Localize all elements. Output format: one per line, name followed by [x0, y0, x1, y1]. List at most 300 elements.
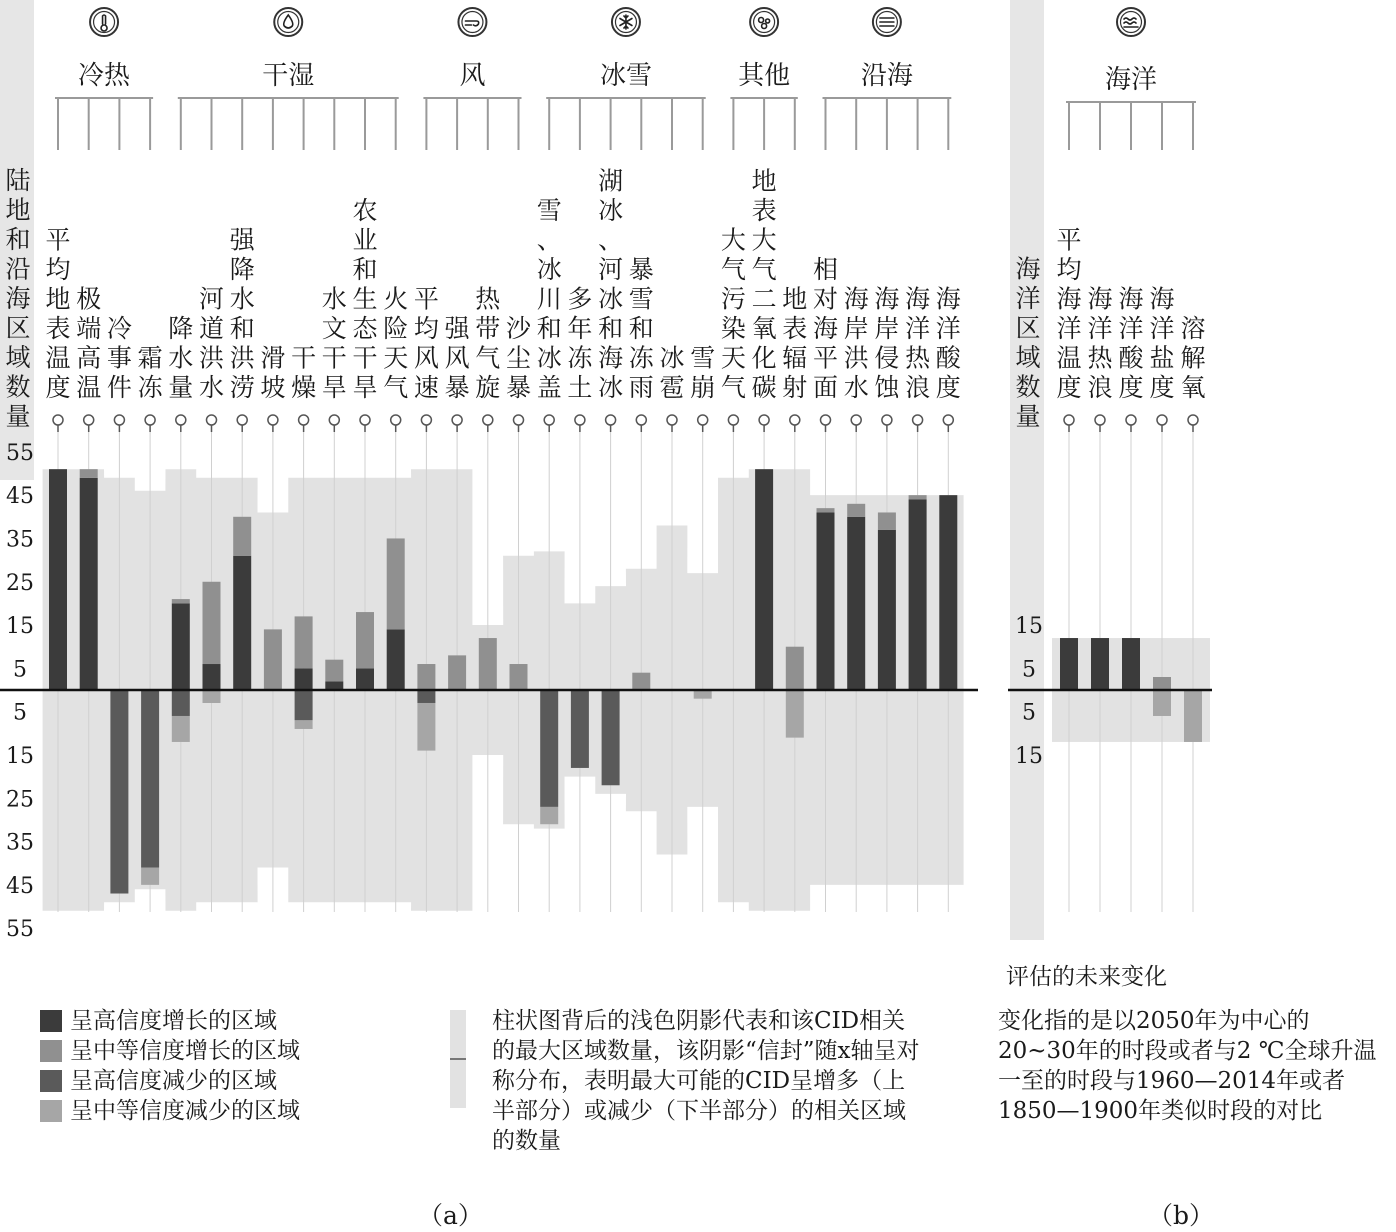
ocean-category-label: 溶: [1180, 314, 1206, 343]
legend-swatch: [40, 1010, 62, 1032]
category-label: 速: [413, 373, 439, 402]
category-marker: [698, 415, 708, 425]
bar-high-increase: [49, 469, 67, 690]
ocean-category-label: 均: [1056, 255, 1082, 284]
category-label: 冰: [536, 255, 562, 284]
category-label: 干: [352, 343, 378, 373]
y-tick-label: 15: [6, 614, 34, 640]
bar-medium-increase: [786, 647, 804, 690]
bar-medium-increase: [295, 616, 313, 668]
y-axis-title: 陆: [5, 166, 31, 195]
bar-medium-increase: [325, 660, 343, 682]
category-marker: [483, 415, 493, 425]
category-label: 坡: [260, 373, 286, 402]
y-tick-label: 35: [6, 527, 34, 553]
category-label: 河: [198, 284, 225, 314]
category-label: 度: [45, 373, 71, 402]
other-icon: [750, 8, 778, 36]
category-label: 海: [905, 284, 931, 314]
category-label: 件: [106, 373, 132, 402]
category-label: 和: [229, 314, 255, 343]
category-marker: [207, 415, 217, 425]
category-label: 降: [229, 255, 255, 284]
group-label: 其他: [738, 61, 791, 91]
ocean-category-label: 平: [1056, 225, 1082, 255]
category-label: 旱: [352, 373, 378, 402]
bar-medium-increase: [264, 629, 282, 690]
ocean-category-label: 热: [1087, 343, 1113, 373]
bar-high-increase: [172, 603, 190, 690]
category-marker: [237, 415, 247, 425]
legend-label: 呈高信度增长的区域: [70, 1008, 277, 1034]
category-marker: [299, 415, 309, 425]
ocean-category-label: 酸: [1118, 343, 1144, 373]
category-label: 表: [45, 314, 71, 343]
bar-medium-decrease: [417, 703, 435, 751]
category-label: 热: [905, 343, 931, 373]
category-marker: [452, 415, 462, 425]
category-label: 气: [475, 343, 501, 373]
category-label: 水: [229, 284, 255, 314]
category-label: 天: [383, 343, 409, 373]
category-label: 强: [444, 314, 470, 343]
bar-high-increase: [847, 517, 865, 690]
category-marker: [360, 415, 370, 425]
ocean-category-marker: [1157, 415, 1167, 425]
droplet-icon: [274, 8, 302, 36]
category-marker: [145, 415, 155, 425]
bar-medium-increase: [510, 664, 528, 690]
category-label: 射: [782, 373, 808, 402]
category-marker: [667, 415, 677, 425]
category-label: 态: [352, 314, 378, 343]
y-tick-label: 25: [6, 787, 34, 813]
legend-swatch: [40, 1040, 62, 1062]
category-label: 气: [383, 373, 409, 402]
category-label: 川: [536, 284, 562, 314]
ocean-bar-medium-increase: [1153, 677, 1171, 690]
category-label: 生: [352, 284, 378, 314]
ocean-y-tick-label: 15: [1015, 743, 1043, 769]
category-label: 雹: [659, 373, 685, 402]
bar-medium-increase: [817, 508, 835, 512]
bar-medium-increase: [448, 655, 466, 690]
category-label: 降: [168, 314, 194, 343]
category-label: 冰: [598, 284, 624, 314]
legend-item-high-decrease: [40, 1066, 300, 1096]
ocean-category-marker: [1188, 415, 1198, 425]
category-label: 洪: [229, 343, 255, 373]
group-label: 干湿: [262, 61, 315, 91]
category-label: 相: [812, 255, 839, 284]
ocean-category-label: 温: [1056, 343, 1082, 373]
category-label: 风: [413, 343, 439, 373]
group-label: 沿海: [860, 61, 913, 91]
category-label: 暴: [444, 373, 470, 402]
bar-high-increase: [909, 499, 927, 690]
category-label: 平: [812, 343, 839, 373]
category-label: 火: [383, 284, 409, 314]
ocean-category-label: 洋: [1149, 314, 1175, 343]
category-label: 对: [812, 284, 839, 314]
category-marker: [759, 415, 769, 425]
legend-label: 呈中等信度增长的区域: [70, 1038, 300, 1064]
y-tick-label: 45: [6, 873, 34, 899]
category-label: 冻: [567, 343, 593, 373]
ocean-y-tick-label: 5: [1022, 657, 1036, 683]
bar-high-increase: [878, 530, 896, 690]
category-label: 地: [751, 166, 777, 196]
category-label: 污: [720, 284, 746, 314]
y-axis-title: 域: [5, 343, 31, 372]
ocean-category-label: 洋: [1118, 314, 1144, 343]
ocean-y-axis-title: 数: [1015, 372, 1041, 402]
category-label: 侵: [874, 343, 900, 373]
category-label: 洪: [843, 343, 869, 373]
bar-high-decrease: [295, 690, 313, 720]
ocean-y-axis-title: 量: [1015, 402, 1041, 431]
category-marker: [391, 415, 401, 425]
y-axis-title: 数: [5, 372, 31, 402]
category-label: 大: [720, 225, 746, 255]
bar-medium-increase: [356, 612, 374, 668]
bar-medium-decrease: [141, 868, 159, 885]
category-label: 事: [106, 343, 132, 373]
bar-high-increase: [295, 668, 313, 690]
category-label: 岸: [843, 314, 869, 343]
ocean-y-title-band: [1010, 0, 1044, 940]
ocean-bar-medium-decrease: [1184, 690, 1202, 742]
bar-medium-decrease: [786, 690, 804, 738]
category-marker: [514, 415, 524, 425]
category-label: 尘: [505, 343, 532, 373]
category-label: 表: [782, 314, 808, 343]
category-marker: [53, 415, 63, 425]
ocean-category-label: 洋: [1056, 314, 1082, 343]
category-label: 霜: [137, 343, 163, 373]
category-label: 蚀: [874, 373, 900, 402]
category-label: 冰: [536, 343, 562, 373]
ocean-bar-high-increase: [1060, 638, 1078, 690]
panel-b-caption: （b）: [1148, 1201, 1215, 1230]
envelope-legend-swatch: [450, 1010, 466, 1108]
category-label: 化: [751, 343, 777, 373]
category-label: 暴: [628, 255, 654, 284]
bar-high-decrease: [602, 690, 620, 785]
bar-medium-increase: [417, 664, 435, 690]
bar-high-decrease: [417, 690, 435, 703]
category-label: 端: [76, 314, 102, 343]
panel-a-caption: （a）: [418, 1201, 483, 1230]
icon-layer: [90, 8, 1145, 36]
y-axis-title: 量: [5, 402, 31, 431]
category-label: 冷: [106, 314, 132, 343]
category-label: 、: [536, 225, 562, 255]
category-label: 风: [444, 343, 470, 373]
category-label: 雨: [628, 373, 654, 402]
category-label: 道: [198, 314, 225, 343]
category-label: 岸: [874, 314, 900, 343]
bar-high-increase: [203, 664, 221, 690]
y-tick-label: 55: [6, 917, 34, 943]
y-tick-label: 45: [6, 484, 34, 510]
future-note-body: 变化指的是以2050年为中心的20~30年的时段或者与2 ℃全球升温一至的时段与1960—2014年或者1850—1900年类似时段的对比: [998, 1008, 1377, 1124]
bar-medium-increase: [80, 469, 98, 478]
category-label: 度: [935, 373, 961, 402]
category-label: 酸: [935, 343, 961, 373]
category-label: 滑: [260, 343, 286, 373]
category-label: 湖: [598, 166, 624, 196]
bar-medium-increase: [909, 495, 927, 499]
category-label: 温: [45, 343, 71, 373]
bar-high-increase: [817, 512, 835, 690]
legend-swatch: [40, 1100, 62, 1122]
category-label: 地: [782, 284, 808, 314]
ocean-bar-medium-decrease: [1153, 690, 1171, 716]
ocean-y-axis-title: 域: [1015, 343, 1041, 372]
category-label: 河: [598, 255, 624, 284]
category-marker: [636, 415, 646, 425]
category-label: 海: [598, 343, 624, 373]
category-label: 年: [567, 314, 593, 343]
ocean-category-label: 海: [1087, 284, 1113, 314]
bar-medium-increase: [203, 582, 221, 664]
ocean-category-label: 洋: [1087, 314, 1113, 343]
ocean-category-label: 浪: [1087, 373, 1113, 402]
waves-icon: [873, 8, 901, 36]
ocean-category-label: 海: [1056, 284, 1082, 314]
ocean-y-tick-label: 15: [1015, 614, 1043, 640]
bar-high-increase: [939, 495, 957, 690]
category-label: 水: [198, 373, 225, 402]
category-label: 地: [45, 284, 71, 314]
category-label: 和: [352, 255, 378, 284]
category-label: 天: [720, 343, 746, 373]
category-label: 平: [45, 225, 71, 255]
bar-medium-increase: [479, 638, 497, 690]
category-label: 和: [536, 314, 562, 343]
category-label: 极: [76, 284, 102, 314]
category-label: 表: [751, 196, 777, 225]
category-label: 冰: [598, 196, 624, 225]
y-axis-title: 和: [5, 225, 31, 254]
category-label: 冰: [659, 343, 685, 373]
category-label: 农: [352, 196, 378, 225]
bar-high-decrease: [172, 690, 190, 716]
bar-high-decrease: [571, 690, 589, 768]
category-label: 洋: [905, 314, 931, 343]
category-label: 涝: [229, 373, 255, 402]
category-label: 染: [720, 314, 746, 343]
y-axis-title: 区: [5, 313, 31, 343]
category-label: 和: [598, 314, 624, 343]
y-tick-label: 15: [6, 743, 34, 769]
bar-medium-decrease: [295, 720, 313, 729]
envelope-note: 柱状图背后的浅色阴影代表和该CID相关的最大区域数量，该阴影“信封”随x轴呈对称分布，表明最大可能的CID呈增多（上半部分）或减少（下半部分）的相关区域的数量: [492, 1008, 920, 1154]
ocean-category-marker: [1095, 415, 1105, 425]
bar-high-decrease: [110, 690, 128, 894]
ocean-category-marker: [1126, 415, 1136, 425]
category-label: 辐: [782, 343, 808, 373]
category-label: 水: [843, 373, 869, 402]
legend-label: 呈中等信度减少的区域: [70, 1098, 300, 1124]
category-label: 旱: [321, 373, 347, 402]
category-label: 海: [874, 284, 900, 314]
ocean-icon: [1117, 8, 1145, 36]
category-label: 崩: [690, 373, 716, 402]
category-label: 文: [321, 314, 347, 343]
category-label: 温: [76, 373, 102, 402]
legend-label: 呈高信度减少的区域: [70, 1068, 277, 1094]
y-tick-label: 5: [13, 657, 27, 683]
category-label: 强: [229, 225, 255, 255]
category-marker: [728, 415, 738, 425]
group-label: 冰雪: [599, 61, 652, 91]
ocean-y-tick-label: 5: [1022, 700, 1036, 726]
category-label: 冻: [137, 373, 163, 402]
bar-medium-decrease: [540, 807, 558, 824]
category-label: 洪: [198, 343, 225, 373]
category-label: 业: [352, 225, 378, 255]
category-marker: [268, 415, 278, 425]
ocean-bar-high-increase: [1122, 638, 1140, 690]
ocean-category-label: 氧: [1180, 373, 1206, 402]
category-label: 干: [321, 343, 347, 373]
ocean-category-label: 度: [1118, 373, 1144, 402]
category-marker: [329, 415, 339, 425]
category-label: 气: [720, 255, 746, 284]
ocean-category-label: 海: [1118, 284, 1144, 314]
category-label: 海: [812, 314, 839, 343]
category-marker: [913, 415, 923, 425]
category-marker: [606, 415, 616, 425]
bar-high-increase: [325, 681, 343, 690]
category-label: 干: [291, 343, 317, 373]
category-marker: [176, 415, 186, 425]
category-marker: [851, 415, 861, 425]
category-label: 水: [168, 343, 194, 373]
category-marker: [114, 415, 124, 425]
category-label: 燥: [291, 373, 317, 402]
y-axis-title: 地: [5, 195, 31, 225]
category-label: 浪: [905, 373, 931, 402]
bar-high-decrease: [141, 690, 159, 868]
category-marker: [790, 415, 800, 425]
y-axis-title: 海: [5, 284, 31, 313]
ocean-category-label: 盐: [1149, 343, 1175, 373]
category-marker: [421, 415, 431, 425]
category-label: 热: [475, 284, 501, 314]
category-label: 海: [843, 284, 869, 314]
category-label: 旋: [475, 373, 501, 402]
category-marker: [544, 415, 554, 425]
group-label: 冷热: [78, 61, 131, 91]
category-label: 土: [567, 373, 593, 402]
category-label: 碳: [751, 373, 777, 402]
category-label: 暴: [505, 373, 532, 402]
ocean-category-marker: [1064, 415, 1074, 425]
category-label: 均: [45, 255, 71, 284]
bar-high-increase: [755, 469, 773, 690]
category-marker: [943, 415, 953, 425]
legend-swatch: [40, 1070, 62, 1092]
ocean-category-label: 度: [1056, 373, 1082, 402]
category-label: 雪: [536, 196, 562, 225]
ocean-category-label: 度: [1149, 373, 1175, 402]
category-label: 、: [598, 225, 624, 255]
category-label: 雪: [690, 343, 716, 373]
bar-medium-increase: [847, 504, 865, 517]
y-axis-title: 沿: [5, 254, 31, 284]
category-label: 沙: [505, 314, 532, 343]
ocean-y-axis-title: 区: [1015, 313, 1041, 343]
category-marker: [821, 415, 831, 425]
bar-high-increase: [356, 668, 374, 690]
thermometer-icon: [90, 8, 118, 36]
bar-high-increase: [233, 556, 251, 690]
legend: [40, 1006, 300, 1126]
y-tick-label: 5: [13, 700, 27, 726]
legend-item-high-increase: [40, 1006, 300, 1036]
bar-medium-decrease: [694, 690, 712, 699]
category-label: 多: [567, 284, 593, 314]
category-label: 险: [383, 314, 409, 343]
category-label: 量: [168, 373, 194, 402]
category-label: 均: [413, 314, 439, 343]
category-marker: [84, 415, 94, 425]
ocean-group-label: 海洋: [1104, 65, 1158, 95]
category-label: 平: [413, 284, 439, 314]
y-tick-label: 25: [6, 570, 34, 596]
y-tick-label: 35: [6, 830, 34, 856]
bar-medium-decrease: [203, 690, 221, 703]
category-label: 冻: [628, 343, 654, 373]
bar-medium-increase: [387, 538, 405, 629]
category-label: 和: [628, 314, 654, 343]
y-tick-label: 55: [6, 440, 34, 466]
bar-medium-increase: [172, 599, 190, 603]
bar-high-decrease: [540, 690, 558, 807]
category-label: 冰: [598, 373, 624, 402]
category-label: 盖: [536, 373, 562, 402]
category-label: 雪: [628, 284, 654, 314]
bar-high-increase: [387, 629, 405, 690]
category-label: 大: [751, 225, 777, 255]
legend-item-medium-increase: [40, 1036, 300, 1066]
category-label: 氧: [751, 314, 777, 343]
bar-medium-increase: [233, 517, 251, 556]
future-note-title: 评估的未来变化: [1006, 964, 1167, 990]
category-label: 海: [935, 284, 961, 314]
wind-icon: [458, 8, 486, 36]
bar-medium-decrease: [172, 716, 190, 742]
group-label: 风: [459, 61, 486, 91]
ocean-category-label: 海: [1149, 284, 1175, 314]
legend-item-medium-decrease: [40, 1096, 300, 1126]
category-label: 面: [812, 373, 839, 402]
ocean-bar-high-increase: [1091, 638, 1109, 690]
category-label: 气: [720, 373, 746, 402]
category-label: 气: [751, 255, 777, 284]
category-label: 洋: [935, 314, 961, 343]
bar-medium-increase: [632, 673, 650, 690]
snowflake-icon: [612, 8, 640, 36]
ocean-y-axis-title: 海: [1015, 254, 1041, 284]
bar-medium-increase: [878, 512, 896, 529]
bar-high-increase: [80, 478, 98, 690]
ocean-y-axis-title: 洋: [1015, 284, 1041, 313]
ocean-category-label: 解: [1180, 343, 1206, 373]
